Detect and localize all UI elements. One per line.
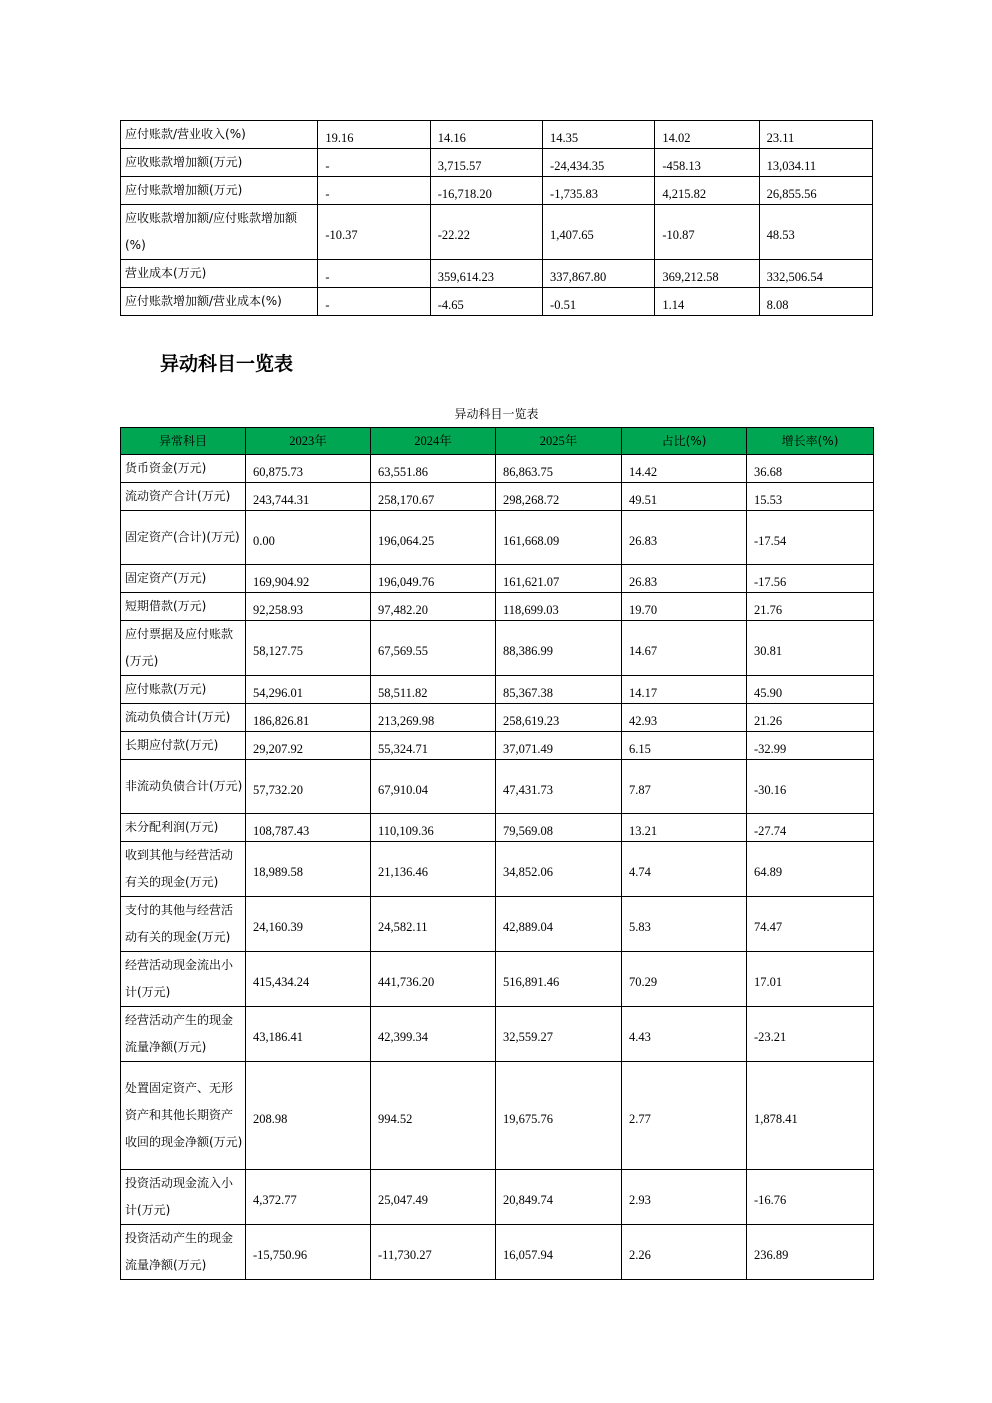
value-cell: 108,787.43 bbox=[246, 814, 371, 842]
value-cell: 45.90 bbox=[747, 676, 874, 704]
value-cell: 37,071.49 bbox=[496, 732, 622, 760]
value-cell: 3,715.57 bbox=[430, 149, 542, 177]
value-cell: 58,127.75 bbox=[246, 621, 371, 676]
row-label: 流动资产合计(万元) bbox=[121, 483, 246, 511]
value-cell: 13.21 bbox=[622, 814, 747, 842]
header-cell-2024: 2024年 bbox=[371, 428, 496, 455]
value-cell: -24,434.35 bbox=[543, 149, 655, 177]
value-cell: 14.42 bbox=[622, 455, 747, 483]
value-cell: 42.93 bbox=[622, 704, 747, 732]
table-row bbox=[121, 897, 874, 952]
row-label: 应收账款增加额(万元) bbox=[121, 149, 318, 177]
value-cell: - bbox=[318, 288, 430, 316]
value-cell: -23.21 bbox=[747, 1007, 874, 1062]
value-cell: 86,863.75 bbox=[496, 455, 622, 483]
value-cell: 19,675.76 bbox=[496, 1062, 622, 1170]
row-label: 应收账款增加额/应付账款增加额(%) bbox=[121, 205, 318, 260]
table-row bbox=[121, 483, 874, 511]
value-cell: 48.53 bbox=[759, 205, 872, 260]
value-cell: 243,744.31 bbox=[246, 483, 371, 511]
table-row bbox=[121, 621, 874, 676]
value-cell: 18,989.58 bbox=[246, 842, 371, 897]
row-label: 应付账款增加额/营业成本(%) bbox=[121, 288, 318, 316]
value-cell: 415,434.24 bbox=[246, 952, 371, 1007]
value-cell: 2.93 bbox=[622, 1170, 747, 1225]
value-cell: 19.16 bbox=[318, 121, 430, 149]
table-row bbox=[121, 814, 874, 842]
value-cell: 64.89 bbox=[747, 842, 874, 897]
value-cell: 258,619.23 bbox=[496, 704, 622, 732]
value-cell: 16,057.94 bbox=[496, 1225, 622, 1280]
value-cell: 14.17 bbox=[622, 676, 747, 704]
value-cell: 32,559.27 bbox=[496, 1007, 622, 1062]
row-label: 应付账款/营业收入(%) bbox=[121, 121, 318, 149]
value-cell: 58,511.82 bbox=[371, 676, 496, 704]
value-cell: -458.13 bbox=[655, 149, 759, 177]
table-row bbox=[121, 177, 873, 205]
header-cell-2023: 2023年 bbox=[246, 428, 371, 455]
value-cell: 30.81 bbox=[747, 621, 874, 676]
value-cell: - bbox=[318, 177, 430, 205]
value-cell: 161,668.09 bbox=[496, 511, 622, 565]
value-cell: 359,614.23 bbox=[430, 260, 542, 288]
value-cell: 55,324.71 bbox=[371, 732, 496, 760]
value-cell: 92,258.93 bbox=[246, 593, 371, 621]
value-cell: 14.02 bbox=[655, 121, 759, 149]
table-row bbox=[121, 455, 874, 483]
value-cell: -16,718.20 bbox=[430, 177, 542, 205]
value-cell: 13,034.11 bbox=[759, 149, 872, 177]
value-cell: 79,569.08 bbox=[496, 814, 622, 842]
anomaly-items-table bbox=[120, 427, 874, 1280]
value-cell: 60,875.73 bbox=[246, 455, 371, 483]
value-cell: 4.74 bbox=[622, 842, 747, 897]
table-row bbox=[121, 732, 874, 760]
value-cell: -10.37 bbox=[318, 205, 430, 260]
value-cell: 23.11 bbox=[759, 121, 872, 149]
value-cell: -15,750.96 bbox=[246, 1225, 371, 1280]
value-cell: 213,269.98 bbox=[371, 704, 496, 732]
value-cell: 186,826.81 bbox=[246, 704, 371, 732]
value-cell: 298,268.72 bbox=[496, 483, 622, 511]
value-cell: -11,730.27 bbox=[371, 1225, 496, 1280]
table-row bbox=[121, 593, 874, 621]
row-label: 非流动负债合计(万元) bbox=[121, 760, 246, 814]
value-cell: 369,212.58 bbox=[655, 260, 759, 288]
value-cell: 6.15 bbox=[622, 732, 747, 760]
value-cell: 74.47 bbox=[747, 897, 874, 952]
table-row bbox=[121, 952, 874, 1007]
value-cell: 85,367.38 bbox=[496, 676, 622, 704]
value-cell: 70.29 bbox=[622, 952, 747, 1007]
value-cell: 42,889.04 bbox=[496, 897, 622, 952]
value-cell: 196,064.25 bbox=[371, 511, 496, 565]
table-row bbox=[121, 676, 874, 704]
value-cell: 47,431.73 bbox=[496, 760, 622, 814]
accounts-payable-table bbox=[120, 120, 873, 316]
value-cell: 1.14 bbox=[655, 288, 759, 316]
row-label: 营业成本(万元) bbox=[121, 260, 318, 288]
value-cell: 14.16 bbox=[430, 121, 542, 149]
value-cell: 26.83 bbox=[622, 565, 747, 593]
header-row bbox=[121, 428, 874, 455]
value-cell: 88,386.99 bbox=[496, 621, 622, 676]
row-label: 应付账款(万元) bbox=[121, 676, 246, 704]
value-cell: 332,506.54 bbox=[759, 260, 872, 288]
value-cell: 516,891.46 bbox=[496, 952, 622, 1007]
value-cell: 20,849.74 bbox=[496, 1170, 622, 1225]
value-cell: -16.76 bbox=[747, 1170, 874, 1225]
table-row bbox=[121, 121, 873, 149]
value-cell: 97,482.20 bbox=[371, 593, 496, 621]
value-cell: 57,732.20 bbox=[246, 760, 371, 814]
row-label: 短期借款(万元) bbox=[121, 593, 246, 621]
row-label: 未分配利润(万元) bbox=[121, 814, 246, 842]
value-cell: 2.77 bbox=[622, 1062, 747, 1170]
table-row bbox=[121, 1170, 874, 1225]
row-label: 收到其他与经营活动有关的现金(万元) bbox=[121, 842, 246, 897]
value-cell: 337,867.80 bbox=[543, 260, 655, 288]
row-label: 处置固定资产、无形资产和其他长期资产收回的现金净额(万元) bbox=[121, 1062, 246, 1170]
accounts-payable-table-body bbox=[121, 121, 873, 316]
value-cell: 21.76 bbox=[747, 593, 874, 621]
header-cell-item: 异常科目 bbox=[121, 428, 246, 455]
table-row bbox=[121, 205, 873, 260]
value-cell: -4.65 bbox=[430, 288, 542, 316]
value-cell: 36.68 bbox=[747, 455, 874, 483]
value-cell: 8.08 bbox=[759, 288, 872, 316]
row-label: 经营活动产生的现金流量净额(万元) bbox=[121, 1007, 246, 1062]
section-heading: 异动科目一览表 bbox=[160, 353, 294, 375]
value-cell: 67,569.55 bbox=[371, 621, 496, 676]
value-cell: 21.26 bbox=[747, 704, 874, 732]
value-cell: - bbox=[318, 149, 430, 177]
value-cell: 236.89 bbox=[747, 1225, 874, 1280]
value-cell: 14.35 bbox=[543, 121, 655, 149]
table-row bbox=[121, 1062, 874, 1170]
value-cell: 7.87 bbox=[622, 760, 747, 814]
value-cell: 29,207.92 bbox=[246, 732, 371, 760]
table-caption: 异动科目一览表 bbox=[454, 407, 539, 421]
value-cell: 5.83 bbox=[622, 897, 747, 952]
value-cell: 14.67 bbox=[622, 621, 747, 676]
row-label: 长期应付款(万元) bbox=[121, 732, 246, 760]
value-cell: 161,621.07 bbox=[496, 565, 622, 593]
value-cell: 15.53 bbox=[747, 483, 874, 511]
value-cell: 4,215.82 bbox=[655, 177, 759, 205]
value-cell: 17.01 bbox=[747, 952, 874, 1007]
value-cell: 441,736.20 bbox=[371, 952, 496, 1007]
row-label: 应付账款增加额(万元) bbox=[121, 177, 318, 205]
anomaly-table-header bbox=[121, 428, 874, 455]
value-cell: 118,699.03 bbox=[496, 593, 622, 621]
value-cell: 208.98 bbox=[246, 1062, 371, 1170]
value-cell: -17.56 bbox=[747, 565, 874, 593]
value-cell: - bbox=[318, 260, 430, 288]
value-cell: -0.51 bbox=[543, 288, 655, 316]
table-row bbox=[121, 1225, 874, 1280]
value-cell: 63,551.86 bbox=[371, 455, 496, 483]
row-label: 应付票据及应付账款(万元) bbox=[121, 621, 246, 676]
value-cell: -1,735.83 bbox=[543, 177, 655, 205]
value-cell: 43,186.41 bbox=[246, 1007, 371, 1062]
header-cell-share: 占比(%) bbox=[622, 428, 747, 455]
value-cell: 54,296.01 bbox=[246, 676, 371, 704]
row-label: 固定资产(万元) bbox=[121, 565, 246, 593]
row-label: 固定资产(合计)(万元) bbox=[121, 511, 246, 565]
value-cell: 24,160.39 bbox=[246, 897, 371, 952]
table-row bbox=[121, 760, 874, 814]
value-cell: -27.74 bbox=[747, 814, 874, 842]
header-cell-growth: 增长率(%) bbox=[747, 428, 874, 455]
value-cell: -32.99 bbox=[747, 732, 874, 760]
table-row bbox=[121, 565, 874, 593]
value-cell: -22.22 bbox=[430, 205, 542, 260]
value-cell: -17.54 bbox=[747, 511, 874, 565]
value-cell: 26.83 bbox=[622, 511, 747, 565]
value-cell: 110,109.36 bbox=[371, 814, 496, 842]
value-cell: 4,372.77 bbox=[246, 1170, 371, 1225]
table-row bbox=[121, 288, 873, 316]
value-cell: 1,878.41 bbox=[747, 1062, 874, 1170]
value-cell: 49.51 bbox=[622, 483, 747, 511]
table-row bbox=[121, 1007, 874, 1062]
value-cell: 4.43 bbox=[622, 1007, 747, 1062]
table-row bbox=[121, 842, 874, 897]
value-cell: 0.00 bbox=[246, 511, 371, 565]
value-cell: 1,407.65 bbox=[543, 205, 655, 260]
value-cell: 34,852.06 bbox=[496, 842, 622, 897]
row-label: 流动负债合计(万元) bbox=[121, 704, 246, 732]
value-cell: 258,170.67 bbox=[371, 483, 496, 511]
row-label: 货币资金(万元) bbox=[121, 455, 246, 483]
row-label: 经营活动现金流出小计(万元) bbox=[121, 952, 246, 1007]
anomaly-table-body bbox=[121, 455, 874, 1280]
value-cell: 169,904.92 bbox=[246, 565, 371, 593]
value-cell: 196,049.76 bbox=[371, 565, 496, 593]
row-label: 投资活动产生的现金流量净额(万元) bbox=[121, 1225, 246, 1280]
header-cell-2025: 2025年 bbox=[496, 428, 622, 455]
value-cell: 994.52 bbox=[371, 1062, 496, 1170]
table-row bbox=[121, 511, 874, 565]
value-cell: 24,582.11 bbox=[371, 897, 496, 952]
table-row bbox=[121, 149, 873, 177]
row-label: 支付的其他与经营活动有关的现金(万元) bbox=[121, 897, 246, 952]
value-cell: 42,399.34 bbox=[371, 1007, 496, 1062]
value-cell: 26,855.56 bbox=[759, 177, 872, 205]
value-cell: -10.87 bbox=[655, 205, 759, 260]
value-cell: -30.16 bbox=[747, 760, 874, 814]
row-label: 投资活动现金流入小计(万元) bbox=[121, 1170, 246, 1225]
value-cell: 19.70 bbox=[622, 593, 747, 621]
value-cell: 25,047.49 bbox=[371, 1170, 496, 1225]
value-cell: 2.26 bbox=[622, 1225, 747, 1280]
value-cell: 21,136.46 bbox=[371, 842, 496, 897]
value-cell: 67,910.04 bbox=[371, 760, 496, 814]
table-row bbox=[121, 260, 873, 288]
table-row bbox=[121, 704, 874, 732]
